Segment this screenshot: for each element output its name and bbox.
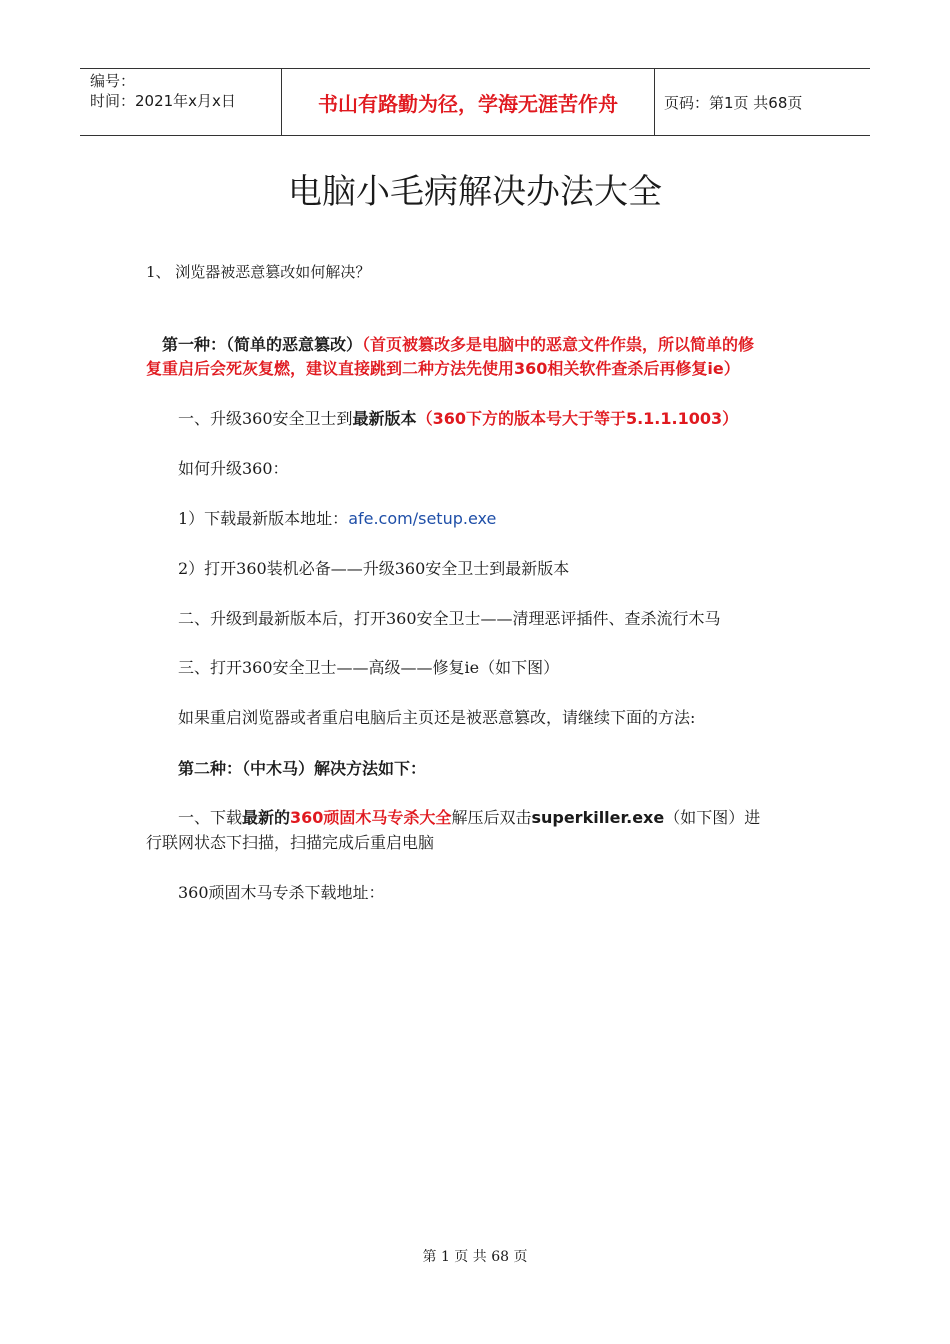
sub2-text: 2）打开360装机必备——升级360安全卫士到最新版本 [178, 559, 570, 578]
header-date-label: 时间：2021年x月x日 [90, 92, 236, 110]
method1-note-1: （首页被篡改多是电脑中的恶意文件作祟，所以简单的修 [362, 335, 755, 354]
download-addr-text: 360顽固木马专杀下载地址： [178, 883, 385, 902]
step3-text: 三、打开360安全卫士——高级——修复ie（如下图） [178, 658, 560, 677]
method1-line2 [146, 357, 740, 381]
header-bottom-border [80, 135, 870, 136]
m2-step1-line1 [178, 806, 760, 830]
header-divider-2 [654, 68, 655, 136]
step2-line [178, 607, 721, 631]
header-top-border [80, 68, 870, 69]
method1-note-2: 复重启后会死灰复燃，建议直接跳到二种方法先使用360相关软件查杀后再修复ie） [146, 359, 740, 378]
restart-note-text: 如果重启浏览器或者重启电脑后主页还是被恶意篡改，请继续下面的方法: [178, 708, 696, 727]
step1-bold: 最新版本 [352, 409, 417, 428]
page-title: 电脑小毛病解决办法大全 [288, 172, 662, 212]
method2-label: 第二种：（中木马）解决方法如下： [178, 759, 427, 778]
how-upgrade-line [178, 457, 289, 481]
download-link[interactable]: afe.com/setup.exe [348, 509, 497, 528]
restart-note-line [178, 706, 695, 730]
step1-red: （360下方的版本号大于等于5.1.1.1003） [416, 409, 739, 428]
method1-line1 [162, 333, 754, 357]
m2-step1-bold1: 最新的 [242, 808, 291, 827]
step2-text: 二、升级到最新版本后，打开360安全卫士——清理恶评插件、查杀流行木马 [178, 609, 721, 628]
download-addr-line [178, 881, 385, 905]
header-number-label: 编号： [90, 72, 136, 90]
method1-label: 第一种：（简单的恶意篡改） [162, 335, 363, 354]
question-heading [146, 260, 370, 284]
m2-step1-line2 [146, 831, 434, 855]
header-motto: 书山有路勤为径，学海无涯苦作舟 [318, 92, 618, 116]
header-page-label: 页码：第1页 共68页 [664, 94, 803, 112]
how-upgrade-text: 如何升级360： [178, 459, 289, 478]
m2-step1-mid: 解压后双击 [451, 808, 532, 827]
sub1-prefix: 1）下载最新版本地址： [178, 509, 349, 528]
sub1-line [178, 507, 496, 531]
step3-line [178, 656, 559, 680]
m2-step1-prefix: 一、下载 [178, 808, 243, 827]
step1-prefix: 一、升级360安全卫士到 [178, 409, 353, 428]
sub2-line [178, 557, 569, 581]
method2-line [178, 757, 426, 781]
m2-step1-bold2: superkiller.exe [531, 808, 665, 827]
header-meta [90, 71, 236, 111]
question-text: 1、 浏览器被恶意篡改如何解决？ [146, 263, 371, 281]
page-footer: 第 1 页 共 68 页 [422, 1249, 528, 1265]
m2-step1-red: 360顽固木马专杀大全 [290, 808, 452, 827]
m2-step1-suffix: （如下图）进 [664, 808, 761, 827]
step1-line [178, 407, 738, 431]
m2-step1-line2-text: 行联网状态下扫描，扫描完成后重启电脑 [146, 833, 435, 852]
